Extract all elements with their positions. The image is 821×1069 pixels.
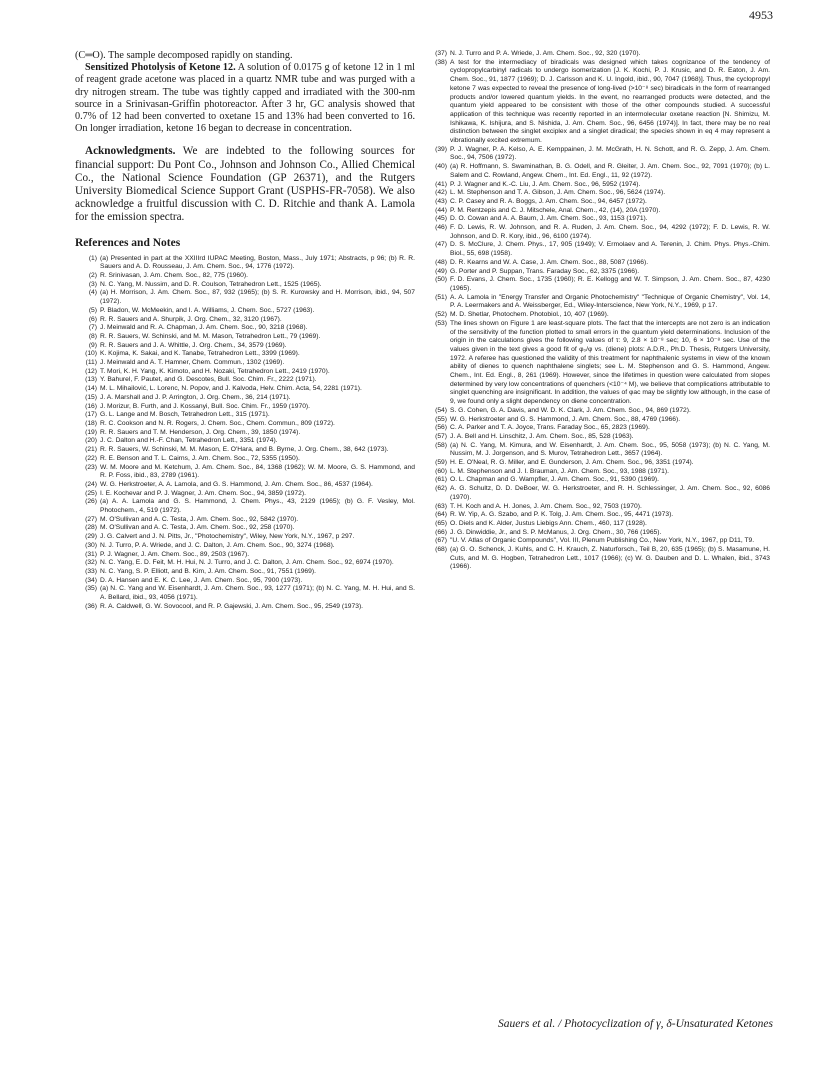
right-column bbox=[425, 50, 770, 572]
reference-text: J. Morizur, B. Furth, and J. Kossanyi, Bull. Soc. Chim. Fr., 1959 (1970). bbox=[100, 402, 310, 410]
reference-number: (34) bbox=[85, 576, 97, 584]
reference-item bbox=[75, 403, 415, 412]
reference-number: (30) bbox=[85, 541, 97, 549]
reference-number: (2) bbox=[88, 272, 97, 280]
reference-text: N. C. Yang, S. P. Elliott, and B. Kim, J. Am. Chem. Soc., 91, 7551 (1969). bbox=[100, 567, 316, 575]
reference-text: S. G. Cohen, G. A. Davis, and W. D. K. Clark, J. Am. Chem. Soc., 94, 869 (1972). bbox=[450, 406, 691, 414]
reference-text: R. A. Caldwell, G. W. Sovocool, and R. P. Gajewski, J. Am. Chem. Soc., 95, 2549 (1973). bbox=[100, 602, 364, 610]
reference-text: N. J. Turro and P. A. Wriede, J. Am. Chem. Soc., 92, 320 (1970). bbox=[450, 50, 641, 57]
reference-text: P. J. Wagner and K.-C. Liu, J. Am. Chem. Soc., 96, 5952 (1974). bbox=[450, 180, 641, 188]
reference-item bbox=[75, 498, 415, 515]
reference-number: (40) bbox=[435, 163, 447, 171]
reference-number: (58) bbox=[435, 441, 447, 449]
reference-item bbox=[75, 542, 415, 551]
sensitized-photolysis-text: A solution of 0.0175 g of ketone 12 in 1 ml of reagent grade acetone was placed in a quartz NMR tube and was purged with a dry nitrogen stream. The tube was tightly capped and irradiated with the 300-nm source in a Srinivasan-Griffin photoreactor. After 3 hr, GC analysis showed that 0.7% of 12 had been converted to oxetane 15 and 13% had been converted to 16. On longer irradiation, ketone 16 began to decrease in concentration. bbox=[75, 62, 416, 135]
reference-number: (56) bbox=[435, 424, 447, 432]
reference-text: Y. Bahurel, F. Pautet, and G. Descotes, Bull. Soc. Chim. Fr., 2222 (1971). bbox=[100, 376, 317, 384]
reference-text: The lines shown on Figure 1 are least-square plots. The fact that the intercepts are not zero is an indication of the sensitivity of the function plotted to small errors in the quantum yield determinations. Inclusion of the origin in the calculations gives the following values of τ: 9, 2.8 × 10⁻⁸ sec; 10, 6 × 10⁻⁸ sec. Use of the values given in the text gives a good fit of φ₀/φ vs. (diene) plots: A.D.R., Ph.D. Thesis, Rutgers University, 1972. A referee has questioned the validity of this treatment for naphthalenic systems in view of the known ability of dienes to quench naphthalene singlets; see L. M. Stephenson and G. S. Hammond, Angew. Chem., Int. Ed. Engl., 8, 261 (1969). However, since the lifetimes in question were calculated from slopes determined by very low concentrations of quenchers (<10⁻⁴ M), we believe that complications attributable to singlet quenching are insignificant. In addition, the values of φac may be slightly low although, in the case of 9, we found only a slight dependency on diene concentration. bbox=[450, 319, 770, 406]
reference-number: (13) bbox=[85, 376, 97, 384]
reference-text: R. Srinivasan, J. Am. Chem. Soc., 82, 775 (1960). bbox=[100, 272, 248, 280]
reference-text: W. M. Moore and M. Ketchum, J. Am. Chem. Soc., 84, 1368 (1962); W. M. Moore, G. S. Hammond, and R. P. Foss, ibid., 83, 2789 (1961). bbox=[100, 463, 415, 480]
reference-text: M. L. Mihailović, L. Lorenc, N. Popov, and J. Kalvoda, Helv. Chim. Acta, 54, 2281 (1971). bbox=[100, 385, 362, 393]
reference-item bbox=[425, 146, 770, 163]
reference-text: N. C. Yang, E. D. Feit, M. H. Hui, N. J. Turro, and J. C. Dalton, J. Am. Chem. Soc., 92, 6974 (1970). bbox=[100, 559, 394, 567]
reference-number: (26) bbox=[85, 498, 97, 506]
reference-number: (19) bbox=[85, 428, 97, 436]
reference-number: (63) bbox=[435, 502, 447, 510]
reference-number: (15) bbox=[85, 393, 97, 401]
reference-text: L. M. Stephenson and J. I. Brauman, J. Am. Chem. Soc., 93, 1988 (1971). bbox=[450, 467, 669, 475]
reference-number: (4) bbox=[88, 289, 97, 297]
reference-item bbox=[75, 307, 415, 316]
reference-number: (62) bbox=[435, 485, 447, 493]
acknowledgments-paragraph bbox=[75, 145, 415, 224]
reference-item bbox=[425, 459, 770, 468]
reference-item bbox=[75, 455, 415, 464]
reference-item bbox=[75, 272, 415, 281]
acknowledgments-text: We are indebted to the following sources for financial support: Du Pont Co., Johnson and Johnson Co., Allied Chemical Co., the National Science Foundation (GP 26371), and the Rutgers University Biomedical Science Support Grant (USPHS-FR-7058). We also acknowledge a fruitful discussion with C. D. Ritchie and thank A. Lamola for the emission spectra. bbox=[75, 145, 415, 224]
reference-item bbox=[75, 516, 415, 525]
reference-number: (17) bbox=[85, 411, 97, 419]
reference-text: K. Kojima, K. Sakai, and K. Tanabe, Tetrahedron Lett., 3399 (1969). bbox=[100, 350, 300, 358]
reference-text: N. J. Turro, P. A. Wriede, and J. C. Dalton, J. Am. Chem. Soc., 90, 3274 (1968). bbox=[100, 541, 335, 549]
reference-text: D. O. Cowan and A. A. Baum, J. Am. Chem. Soc., 93, 1153 (1971). bbox=[450, 215, 648, 223]
reference-number: (28) bbox=[85, 524, 97, 532]
reference-item bbox=[425, 511, 770, 520]
reference-text: "U. V. Atlas of Organic Compounds", Vol. III, Plenum Publishing Co., New York, N.Y., 1967, pp D11, T9. bbox=[450, 537, 755, 545]
reference-number: (36) bbox=[85, 602, 97, 610]
reference-number: (29) bbox=[85, 533, 97, 541]
reference-text: H. E. O'Neal, R. G. Miller, and E. Gunderson, J. Am. Chem. Soc., 96, 3351 (1974). bbox=[450, 459, 694, 467]
reference-text: R. C. Cookson and N. R. Rogers, J. Chem. Soc., Chem. Commun., 809 (1972). bbox=[100, 420, 335, 427]
reference-item bbox=[425, 476, 770, 485]
reference-text: (a) R. Hoffmann, S. Swaminathan, B. G. Odell, and R. Gleiter, J. Am. Chem. Soc., 92, 7091 (1970); (b) L. Salem and C. Rowland, Angew. Chem., Int. Ed. Engl., 11, 92 (1972). bbox=[450, 163, 770, 179]
reference-text: M. O'Sullivan and A. C. Testa, J. Am. Chem. Soc., 92, 5842 (1970). bbox=[100, 515, 299, 523]
reference-text: D. R. Kearns and W. A. Case, J. Am. Chem. Soc., 88, 5087 (1966). bbox=[450, 258, 649, 266]
reference-item bbox=[425, 224, 770, 241]
reference-item bbox=[425, 468, 770, 477]
reference-number: (5) bbox=[88, 306, 97, 314]
reference-text: J. Meinwald and R. A. Chapman, J. Am. Chem. Soc., 90, 3218 (1968). bbox=[100, 324, 308, 332]
reference-item bbox=[75, 603, 415, 612]
reference-number: (35) bbox=[85, 585, 97, 593]
reference-number: (16) bbox=[85, 402, 97, 410]
reference-number: (10) bbox=[85, 350, 97, 358]
references-heading: References and Notes bbox=[75, 236, 181, 249]
reference-item bbox=[75, 429, 415, 438]
reference-text: O. Diels and K. Alder, Justus Liebigs Ann. Chem., 460, 117 (1928). bbox=[450, 519, 647, 527]
reference-item bbox=[425, 433, 770, 442]
reference-text: C. P. Casey and R. A. Boggs, J. Am. Chem. Soc., 94, 6457 (1972). bbox=[450, 197, 647, 205]
reference-text: T. Mori, K. H. Yang, K. Kimoto, and H. Nozaki, Tetrahedron Lett., 2419 (1970). bbox=[100, 367, 330, 375]
reference-item bbox=[425, 198, 770, 207]
reference-item bbox=[425, 537, 770, 546]
reference-text: O. L. Chapman and G. Wampfler, J. Am. Chem. Soc., 91, 5390 (1969). bbox=[450, 476, 660, 484]
reference-item bbox=[75, 333, 415, 342]
intro-paragraph: (C═O). The sample decomposed rapidly on standing. bbox=[75, 50, 293, 61]
reference-text: J. A. Bell and H. Linschitz, J. Am. Chem. Soc., 85, 528 (1963). bbox=[450, 432, 634, 440]
reference-number: (54) bbox=[435, 406, 447, 414]
reference-number: (61) bbox=[435, 476, 447, 484]
reference-item bbox=[425, 485, 770, 502]
reference-text: D. S. McClure, J. Chem. Phys., 17, 905 (1949); V. Ermolaev and A. Terenin, J. Chim. Phys. Phys.-Chim. Biol., 55, 698 (1958). bbox=[450, 241, 770, 258]
reference-item bbox=[425, 546, 770, 572]
reference-item bbox=[425, 407, 770, 416]
reference-text: P. J. Wagner, P. A. Kelso, A. E. Kemppainen, J. M. McGrath, H. N. Schott, and R. G. Zepp, J. Am. Chem. Soc., 94, 7506 (1972). bbox=[450, 145, 770, 162]
reference-item bbox=[425, 276, 770, 293]
sensitized-photolysis-heading: Sensitized Photolysis of Ketone 12. bbox=[85, 62, 236, 74]
reference-number: (11) bbox=[85, 359, 97, 367]
reference-text: R. R. Sauers and T. M. Henderson, J. Org. Chem., 39, 1850 (1974). bbox=[100, 428, 301, 436]
reference-item bbox=[425, 215, 770, 224]
reference-text: D. A. Hansen and E. K. C. Lee, J. Am. Chem. Soc., 95, 7900 (1973). bbox=[100, 576, 303, 584]
reference-item bbox=[425, 207, 770, 216]
reference-number: (25) bbox=[85, 489, 97, 497]
reference-number: (53) bbox=[435, 319, 447, 327]
reference-number: (46) bbox=[435, 224, 447, 232]
reference-text: (a) N. C. Yang, M. Kimura, and W. Eisenhardt, J. Am. Chem. Soc., 95, 5058 (1973); (b) N. C. Yang, M. Nussim, M. J. Jorgenson, and S. Murov, Tetrahedron Lett., 3657 (1964). bbox=[450, 441, 770, 458]
acknowledgments-heading: Acknowledgments. bbox=[85, 145, 176, 158]
reference-text: (a) H. Morrison, J. Am. Chem. Soc., 87, 932 (1965); (b) S. R. Kurowsky and H. Morrison, ibid., 94, 507 (1972). bbox=[100, 289, 415, 306]
reference-number: (52) bbox=[435, 311, 447, 319]
reference-number: (23) bbox=[85, 463, 97, 471]
reference-number: (14) bbox=[85, 385, 97, 393]
reference-number: (38) bbox=[435, 58, 447, 66]
reference-item bbox=[75, 481, 415, 490]
reference-text: G. Porter and P. Suppan, Trans. Faraday Soc., 62, 3375 (1966). bbox=[450, 267, 640, 275]
reference-text: (a) G. O. Schenck, J. Kuhls, and C. H. Krauch, Z. Naturforsch., Teil B, 20, 635 (1965); (b) S. Masamune, H. Cuts, and M. G. Hogben, Tetrahedron Lett., 1017 (1966); (c) W. G. Dauben and D. L. Whalen, ibid., 3743 (1966). bbox=[450, 546, 770, 571]
reference-text: R. R. Sauers and J. A. Whittle, J. Org. Chem., 34, 3579 (1969). bbox=[100, 341, 287, 349]
reference-number: (45) bbox=[435, 215, 447, 223]
reference-text: (a) A. A. Lamola and G. S. Hammond, J. Chem. Phys., 43, 2129 (1965); (b) G. F. Vesley, Mol. Photochem., 4, 519 (1972). bbox=[100, 498, 415, 515]
reference-number: (57) bbox=[435, 432, 447, 440]
reference-item bbox=[425, 424, 770, 433]
reference-number: (7) bbox=[88, 324, 97, 332]
reference-item bbox=[425, 241, 770, 258]
reference-number: (24) bbox=[85, 480, 97, 488]
reference-text: A. A. Lamola in "Energy Transfer and Organic Photochemistry" "Technique of Organic Chemistry", Vol. 14, P. A. Leermakers and A. Weissberger, Ed., Wiley-Interscience, New York, N.Y., 1969, p 17. bbox=[450, 293, 770, 310]
reference-item bbox=[75, 350, 415, 359]
reference-item bbox=[75, 411, 415, 420]
reference-text: N. C. Yang, M. Nussim, and D. R. Coulson, Tetrahedron Lett., 1525 (1965). bbox=[100, 280, 322, 288]
reference-text: J. G. Calvert and J. N. Pitts, Jr., "Photochemistry", Wiley, New York, N.Y., 1967, p 297. bbox=[100, 533, 355, 541]
reference-item bbox=[75, 376, 415, 385]
reference-number: (48) bbox=[435, 258, 447, 266]
reference-item bbox=[425, 520, 770, 529]
reference-text: C. A. Parker and T. A. Joyce, Trans. Faraday Soc., 65, 2823 (1969). bbox=[450, 424, 650, 432]
reference-item bbox=[75, 394, 415, 403]
reference-item bbox=[75, 437, 415, 446]
reference-number: (27) bbox=[85, 515, 97, 523]
reference-item bbox=[75, 342, 415, 351]
reference-number: (68) bbox=[435, 546, 447, 554]
reference-text: L. M. Stephenson and T. A. Gibson, J. Am. Chem. Soc., 96, 5624 (1974). bbox=[450, 189, 666, 197]
references-list-left bbox=[75, 255, 415, 612]
reference-text: (a) N. C. Yang and W. Eisenhardt, J. Am. Chem. Soc., 93, 1277 (1971); (b) N. C. Yang, M. H. Hui, and S. A. Bellard, ibid., 93, 4056 (1971). bbox=[100, 585, 415, 602]
reference-item bbox=[425, 311, 770, 320]
reference-item bbox=[75, 559, 415, 568]
reference-text: R. R. Sauers, W. Schinski, M. M. Mason, E. O'Hara, and B. Byrne, J. Org. Chem., 38, 642 (1973). bbox=[100, 446, 389, 454]
reference-number: (9) bbox=[88, 341, 97, 349]
reference-item bbox=[75, 289, 415, 306]
reference-item bbox=[75, 324, 415, 333]
reference-item bbox=[425, 189, 770, 198]
reference-number: (64) bbox=[435, 511, 447, 519]
reference-number: (3) bbox=[88, 280, 97, 288]
reference-number: (47) bbox=[435, 241, 447, 249]
reference-text: P. Bladon, W. McMeekin, and I. A. Williams, J. Chem. Soc., 5727 (1963). bbox=[100, 306, 315, 314]
reference-item bbox=[75, 385, 415, 394]
reference-item bbox=[425, 181, 770, 190]
reference-item bbox=[75, 577, 415, 586]
reference-text: A. G. Schultz, D. D. DeBoer, W. G. Herkstroeter, and R. H. Schlessinger, J. Am. Chem. Soc., 92, 6086 (1970). bbox=[450, 485, 770, 501]
reference-text: A test for the intermediacy of biradicals was designed which takes cognizance of the tendency of cyclopropylcarbinyl radicals to undergo isomerization [J. K. Kochi, P. J. Krusic, and D. R. Eaton, J. Am. Chem. Soc., 91, 1877 (1969); D. J. Carlsson and K. U. Ingold, ibid., 90, 7047 (1968)]. Thus, the cyclopropyl ketone 7 was expected to reveal the presence of long-lived (>10⁻⁸ sec) biradicals in the form of rearranged products and/or lowered quantum yields. In the event, no rearranged products were detected, and the quantum yield appeared to be consistent with those of the other compounds studied. A successful application of this technique was recently reported in an intermolecular oxetane reaction [N. Shimizu, M. Ishikawa, K. Ishijura, and S. Nishida, J. Am. Chem. Soc., 96, 6456 (1974)]. In fact, there may be no real distinction between the singlet exciplex and a singlet diradical; the species shown in eq 4 may represent a vibrationally excited extremum. bbox=[450, 58, 770, 145]
sensitized-photolysis-paragraph bbox=[75, 62, 415, 135]
reference-number: (42) bbox=[435, 189, 447, 197]
reference-text: G. L. Lange and M. Bosch, Tetrahedron Lett., 315 (1971). bbox=[100, 411, 270, 419]
reference-item bbox=[425, 259, 770, 268]
reference-item bbox=[425, 529, 770, 538]
reference-item bbox=[425, 59, 770, 146]
reference-number: (8) bbox=[88, 332, 97, 340]
reference-number: (22) bbox=[85, 454, 97, 462]
reference-number: (20) bbox=[85, 437, 97, 445]
reference-number: (1) bbox=[88, 254, 97, 262]
reference-number: (49) bbox=[435, 267, 447, 275]
reference-number: (66) bbox=[435, 528, 447, 536]
reference-number: (41) bbox=[435, 180, 447, 188]
reference-number: (6) bbox=[88, 315, 97, 323]
reference-number: (51) bbox=[435, 293, 447, 301]
reference-text: J. G. Dinwiddie, Jr., and S. P. McManus, J. Org. Chem., 30, 766 (1965). bbox=[450, 528, 662, 536]
reference-number: (21) bbox=[85, 446, 97, 454]
reference-text: M. D. Shetlar, Photochem. Photobiol., 10, 407 (1969). bbox=[450, 311, 609, 319]
reference-item bbox=[425, 503, 770, 512]
reference-item bbox=[75, 359, 415, 368]
reference-number: (50) bbox=[435, 276, 447, 284]
reference-text: P. M. Rentzepis and C. J. Mitschele, Anal. Chem., 42, (14), 20A (1970). bbox=[450, 206, 661, 214]
reference-text: J. Meinwald and A. T. Hamner, Chem. Commun., 1302 (1969). bbox=[100, 359, 285, 367]
running-footer: Sauers et al. / Photocyclization of γ, δ-Unsaturated Ketones bbox=[498, 1018, 773, 1030]
reference-item bbox=[425, 416, 770, 425]
reference-item bbox=[425, 50, 770, 59]
reference-text: F. D. Evans, J. Chem. Soc., 1735 (1960); R. E. Kellogg and W. T. Simpson, J. Am. Chem. Soc., 87, 4230 (1965). bbox=[450, 276, 770, 292]
reference-text: R. E. Benson and T. L. Cairns, J. Am. Chem. Soc., 72, 5355 (1950). bbox=[100, 454, 300, 462]
reference-number: (39) bbox=[435, 145, 447, 153]
reference-number: (65) bbox=[435, 519, 447, 527]
reference-number: (67) bbox=[435, 537, 447, 545]
reference-number: (60) bbox=[435, 467, 447, 475]
reference-item bbox=[75, 551, 415, 560]
reference-item bbox=[425, 442, 770, 459]
reference-text: I. E. Kochevar and P. J. Wagner, J. Am. Chem. Soc., 94, 3859 (1972). bbox=[100, 489, 306, 497]
reference-item bbox=[75, 281, 415, 290]
reference-number: (59) bbox=[435, 459, 447, 467]
reference-text: J. A. Marshall and J. P. Arrington, J. Org. Chem., 36, 214 (1971). bbox=[100, 393, 291, 401]
reference-number: (44) bbox=[435, 206, 447, 214]
reference-text: R. R. Sauers and A. Shurpik, J. Org. Chem., 32, 3120 (1967). bbox=[100, 315, 282, 323]
reference-item bbox=[425, 268, 770, 277]
reference-number: (55) bbox=[435, 415, 447, 423]
reference-text: W. G. Herkstroeter and G. S. Hammond, J. Am. Chem. Soc., 88, 4769 (1966). bbox=[450, 415, 681, 423]
reference-item bbox=[75, 420, 415, 429]
reference-number: (12) bbox=[85, 367, 97, 375]
reference-text: P. J. Wagner, J. Am. Chem. Soc., 89, 2503 (1967). bbox=[100, 550, 250, 558]
reference-number: (43) bbox=[435, 197, 447, 205]
reference-item bbox=[75, 255, 415, 272]
reference-text: F. D. Lewis, R. W. Johnson, and R. A. Ruden, J. Am. Chem. Soc., 94, 4292 (1972); F. D. Lewis, R. W. Johnson, and D. R. Kory, ibid., 96, 6100 (1974). bbox=[450, 224, 770, 240]
reference-item bbox=[75, 568, 415, 577]
reference-text: J. C. Dalton and H.-F. Chan, Tetrahedron Lett., 3351 (1974). bbox=[100, 437, 278, 445]
reference-item bbox=[75, 490, 415, 499]
reference-number: (32) bbox=[85, 559, 97, 567]
left-column bbox=[75, 50, 415, 611]
reference-text: R. R. Sauers, W. Schinski, and M. M. Mason, Tetrahedron Lett., 79 (1969). bbox=[100, 332, 321, 340]
reference-number: (18) bbox=[85, 420, 97, 427]
reference-item bbox=[75, 464, 415, 481]
reference-number: (37) bbox=[435, 50, 447, 57]
reference-number: (31) bbox=[85, 550, 97, 558]
reference-item bbox=[75, 368, 415, 377]
reference-text: (a) Presented in part at the XXIIIrd IUPAC Meeting, Boston, Mass., July 1971; Abstracts, p 96; (b) R. R. Sauers and A. D. Rousseau, J. Am. Chem. Soc., 94, 1776 (1972). bbox=[100, 254, 415, 271]
reference-item bbox=[75, 524, 415, 533]
reference-number: (33) bbox=[85, 567, 97, 575]
reference-text: W. G. Herkstroeter, A. A. Lamola, and G. S. Hammond, J. Am. Chem. Soc., 86, 4537 (1964). bbox=[100, 480, 373, 488]
reference-text: T. H. Koch and A. H. Jones, J. Am. Chem. Soc., 92, 7503 (1970). bbox=[450, 502, 642, 510]
reference-text: M. O'Sullivan and A. C. Testa, J. Am. Chem. Soc., 92, 258 (1970). bbox=[100, 524, 295, 532]
page-number: 4953 bbox=[749, 8, 773, 22]
reference-item bbox=[75, 533, 415, 542]
reference-item bbox=[425, 294, 770, 311]
references-list-right bbox=[425, 50, 770, 572]
reference-item bbox=[425, 320, 770, 407]
reference-item bbox=[75, 585, 415, 602]
reference-item bbox=[75, 446, 415, 455]
reference-item bbox=[75, 316, 415, 325]
reference-text: R. W. Yip, A. G. Szabo, and P. K. Tolg, J. Am. Chem. Soc., 95, 4471 (1973). bbox=[450, 511, 674, 519]
reference-item bbox=[425, 163, 770, 180]
